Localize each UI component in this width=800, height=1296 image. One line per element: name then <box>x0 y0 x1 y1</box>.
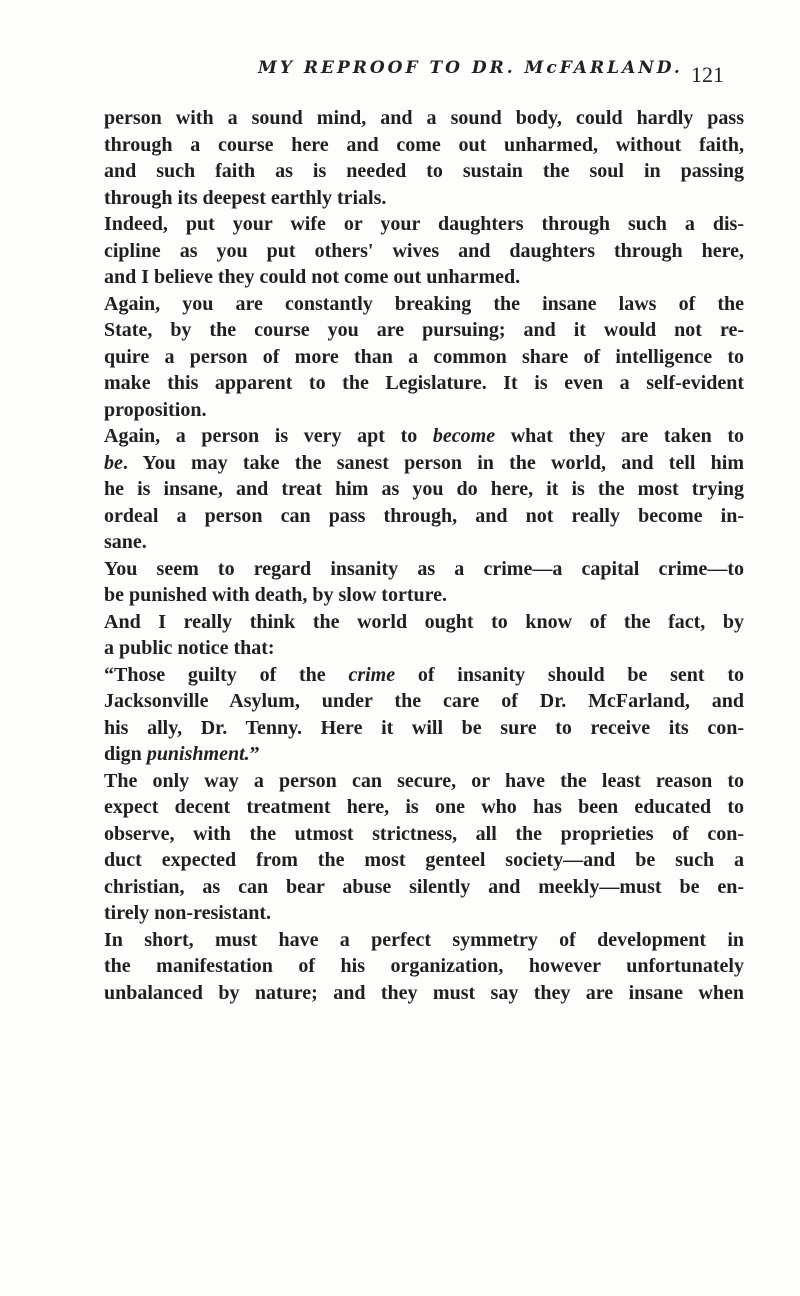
text-line: ordeal a person can pass through, and not really become in- <box>104 504 744 527</box>
text-line: proposition. <box>104 398 207 421</box>
text-line: Jacksonville Asylum, under the care of Dr. McFarland, and <box>104 690 744 712</box>
text-line: unbalanced by nature; and they must say they are insane when <box>104 981 744 1004</box>
text-line: expect decent treatment here, is one who has been educated to <box>104 796 744 818</box>
text-line: tirely non-resistant. <box>104 902 272 924</box>
text-line: through its deepest earthly trials. <box>104 186 387 209</box>
text-line: duct expected from the most genteel society—and be such a <box>104 849 744 871</box>
text-line: cipline as you put others' wives and daughters through here, <box>104 239 744 262</box>
text-line: Again, you are constantly breaking the insane laws of the <box>104 292 744 315</box>
text-line: person with a sound mind, and a sound body, could hardly pass <box>104 107 744 129</box>
text-line: through a course here and come out unharmed, without faith, <box>104 133 744 156</box>
text-line: Again, a person is very apt to become what they are taken to <box>104 425 744 447</box>
text-line: christian, as can bear abuse silently and meekly—must be en- <box>104 875 744 898</box>
text-line: quire a person of more than a common share of intelligence to <box>104 345 744 368</box>
text-line: sane. <box>104 531 147 553</box>
text-line: dign punishment.” <box>104 743 260 765</box>
running-head: MY REPROOF TO DR. McFARLAND. <box>258 58 683 78</box>
text-line: The only way a person can secure, or have the least reason to <box>104 769 744 792</box>
body-text <box>104 105 744 1006</box>
text-line: You seem to regard insanity as a crime—a capital crime—to <box>104 557 744 580</box>
page-number: 121 <box>691 62 724 87</box>
text-line: make this apparent to the Legislature. It is even a self-evident <box>104 372 744 394</box>
text-line: the manifestation of his organization, however unfortunately <box>104 955 744 977</box>
text-line: be. You may take the sanest person in the world, and tell him <box>104 451 744 474</box>
text-line: he is insane, and treat him as you do here, it is the most trying <box>104 478 744 500</box>
text-line: State, by the course you are pursuing; and it would not re- <box>104 319 744 341</box>
text-line: a public notice that: <box>104 637 275 659</box>
text-line: and I believe they could not come out unharmed. <box>104 266 521 288</box>
text-line: Indeed, put your wife or your daughters through such a dis- <box>104 213 744 235</box>
text-line: In short, must have a perfect symmetry of development in <box>104 928 744 951</box>
text-line: and such faith as is needed to sustain the soul in passing <box>104 160 744 182</box>
text-line: observe, with the utmost strictness, all the proprieties of con- <box>104 822 744 845</box>
text-line: And I really think the world ought to know of the fact, by <box>104 610 744 633</box>
text-line: be punished with death, by slow torture. <box>104 584 448 606</box>
text-line: his ally, Dr. Tenny. Here it will be sure to receive its con- <box>104 716 744 739</box>
text-line: “Those guilty of the crime of insanity should be sent to <box>104 663 744 686</box>
